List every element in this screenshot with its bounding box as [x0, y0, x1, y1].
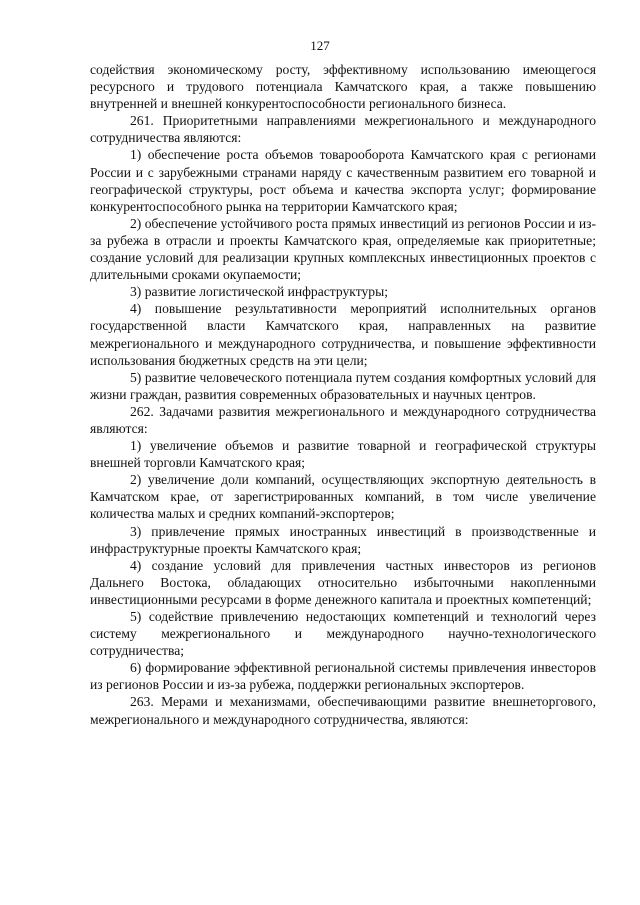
document-body: [90, 61, 596, 728]
page-number: 127: [310, 38, 330, 53]
paragraph: 262. Задачами развития межрегионального и международного сотрудничества являются:: [90, 403, 596, 436]
paragraph: 5) содействие привлечению недостающих компетенций и технологий через систему межрегионального и международного научно-технологического сотрудничества;: [90, 609, 596, 659]
paragraph: 1) увеличение объемов и развитие товарной и географической структуры внешней торговли Камчатского края;: [90, 438, 596, 471]
paragraph: 4) повышение результативности мероприятий исполнительных органов государственной власти Камчатского края, направленных на развитие межрегионального и международного сотрудничества, и повышение эффективности использования бюджетных средств на эти цели;: [90, 301, 596, 368]
paragraph: 5) развитие человеческого потенциала путем создания комфортных условий для жизни граждан, развития современных образовательных и научных центров.: [90, 369, 596, 402]
paragraph: 3) развитие логистической инфраструктуры;: [130, 284, 389, 300]
paragraph: 4) создание условий для привлечения частных инвесторов из регионов Дальнего Востока, обладающих относительно избыточными накопленными инвестиционными ресурсами в форме денежного капитала и проектных компетенций;: [90, 557, 596, 607]
paragraph: содействия экономическому росту, эффективному использованию имеющегося ресурсного и трудового потенциала Камчатского края, а также повышению внутренней и внешней конкурентоспособности регионального бизнеса.: [90, 62, 596, 112]
paragraph: 1) обеспечение роста объемов товарооборота Камчатского края с регионами России и с зарубежными странами наряду с качественным развитием его товарной и географической структуры, рост объема и качества экспорта услуг; формирование конкурентоспособного рынка на территории Камчатского края;: [90, 147, 596, 214]
paragraph: 263. Мерами и механизмами, обеспечивающими развитие внешнеторгового, межрегионального и международного сотрудничества, являются:: [90, 694, 596, 727]
paragraph: 261. Приоритетными направлениями межрегионального и международного сотрудничества являются:: [90, 113, 596, 146]
paragraph: 6) формирование эффективной региональной системы привлечения инвесторов из регионов России и из-за рубежа, поддержки региональных экспортеров.: [90, 660, 596, 693]
paragraph: 3) привлечение прямых иностранных инвестиций в производственные и инфраструктурные проекты Камчатского края;: [90, 523, 596, 556]
paragraph: 2) увеличение доли компаний, осуществляющих экспортную деятельность в Камчатском крае, от зарегистрированных компаний, в том числе увеличение количества малых и средних компаний-экспортеров;: [90, 472, 596, 522]
paragraph: 2) обеспечение устойчивого роста прямых инвестиций из регионов России и из-за рубежа в отрасли и проекты Камчатского края, определяемые как приоритетные; создание условий для реализации крупных комплексных инвестиционных проектов с длительными сроками окупаемости;: [90, 215, 596, 283]
